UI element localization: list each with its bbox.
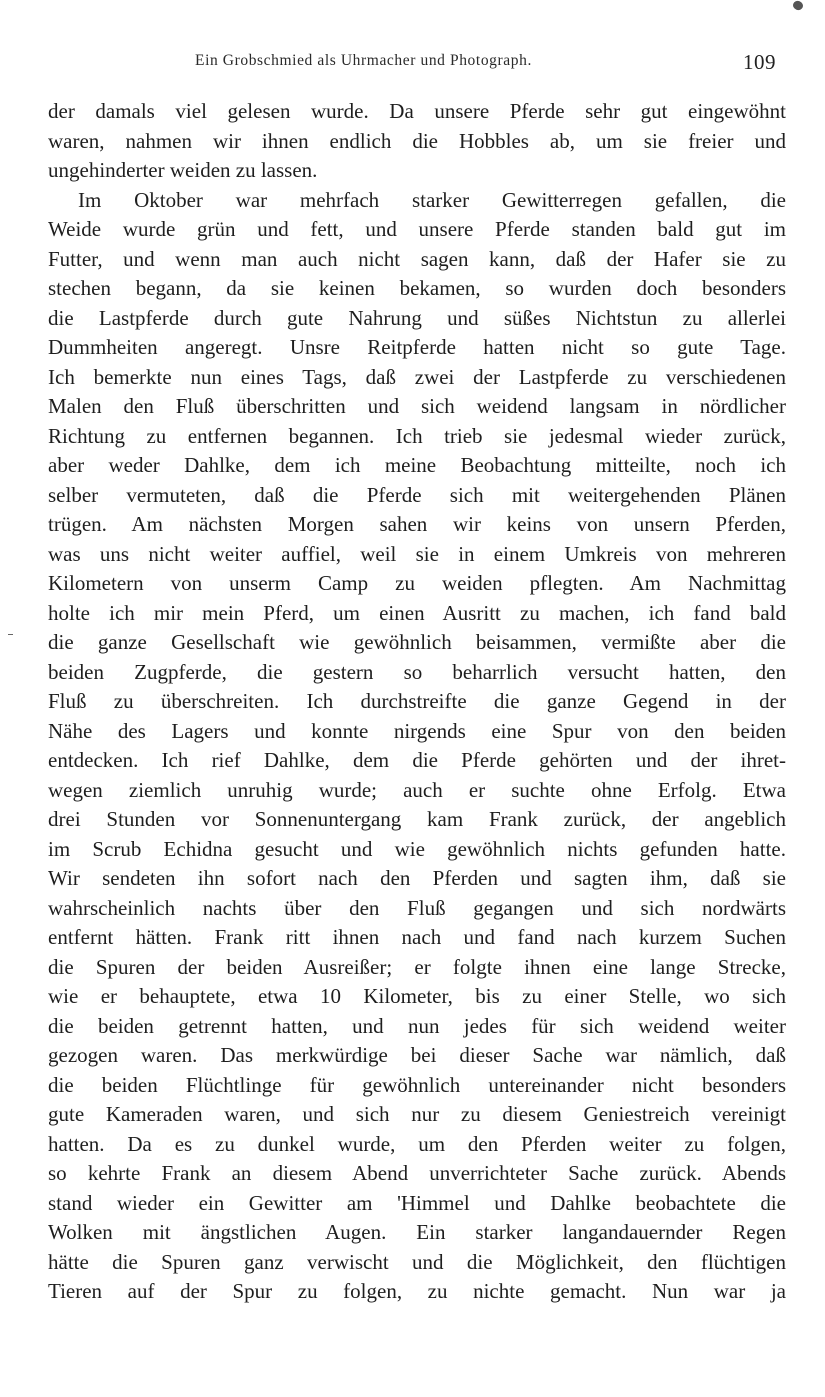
text-line: wegen ziemlich unruhig wurde; auch er suchte ohne Erfolg. Etwa (48, 777, 786, 802)
text-line: so kehrte Frank an diesem Abend unverrichteter Sache zurück. Abends (48, 1161, 786, 1185)
text-line: waren, nahmen wir ihnen endlich die Hobbles ab, um sie freier und (48, 128, 786, 153)
text-line: Nähe des Lagers und konnte nirgends eine Spur von den beiden (48, 718, 786, 743)
text-line: Ich bemerkte nun eines Tags, daß zwei der Lastpferde zu verschiedenen (48, 364, 786, 389)
text-line: Im Oktober war mehrfach starker Gewitterregen gefallen, die (78, 187, 786, 212)
text-line: Dummheiten angeregt. Unsre Reitpferde hatten nicht so gute Tage. (48, 335, 786, 359)
text-line: hätte die Spuren ganz verwischt und die Möglichkeit, den flüchtigen (48, 1249, 786, 1274)
text-line: die Spuren der beiden Ausreißer; er folgte ihnen eine lange Strecke, (48, 954, 786, 979)
text-line: wahrscheinlich nachts über den Fluß gegangen und sich nordwärts (48, 895, 786, 920)
margin-mark (8, 634, 13, 635)
text-line: Fluß zu überschreiten. Ich durchstreifte die ganze Gegend in der (48, 689, 786, 713)
text-line: trügen. Am nächsten Morgen sahen wir keins von unsern Pferden, (48, 512, 786, 536)
text-line: Wir sendeten ihn sofort nach den Pferden und sagten ihm, daß sie (48, 866, 786, 890)
text-line: entfernt hätten. Frank ritt ihnen nach und fand nach kurzem Suchen (48, 925, 786, 949)
text-line: Wolken mit ängstlichen Augen. Ein starker langandauernder Regen (48, 1220, 786, 1244)
running-title: Ein Grobschmied als Uhrmacher und Photograph. (195, 52, 532, 69)
text-line: was uns nicht weiter auffiel, weil sie in einem Umkreis von mehreren (48, 541, 786, 566)
text-line: Richtung zu entfernen begannen. Ich trieb sie jedesmal wieder zurück, (48, 423, 786, 448)
ink-blot-mark (792, 0, 804, 11)
text-line: hatten. Da es zu dunkel wurde, um den Pferden weiter zu folgen, (48, 1131, 786, 1156)
text-line: Futter, und wenn man auch nicht sagen kann, daß der Hafer sie zu (48, 246, 786, 271)
text-line: Weide wurde grün und fett, und unsere Pferde standen bald gut im (48, 217, 786, 241)
text-line: selber vermuteten, daß die Pferde sich mit weitergehenden Plänen (48, 482, 786, 507)
running-head (0, 50, 825, 76)
text-line: stand wieder ein Gewitter am 'Himmel und Dahlke beobachtete die (48, 1190, 786, 1215)
body-text (48, 97, 786, 1307)
text-line: Kilometern von unserm Camp zu weiden pflegten. Am Nachmittag (48, 571, 786, 595)
text-line: die ganze Gesellschaft wie gewöhnlich beisammen, vermißte aber die (48, 630, 786, 654)
text-line: Tieren auf der Spur zu folgen, zu nichte gemacht. Nun war ja (48, 1279, 786, 1303)
text-line: im Scrub Echidna gesucht und wie gewöhnlich nichts gefunden hatte. (48, 836, 786, 861)
text-line: wie er behauptete, etwa 10 Kilometer, bis zu einer Stelle, wo sich (48, 984, 786, 1008)
text-line: beiden Zugpferde, die gestern so beharrlich versucht hatten, den (48, 659, 786, 684)
text-line: die Lastpferde durch gute Nahrung und süßes Nichtstun zu allerlei (48, 305, 786, 330)
text-line: entdecken. Ich rief Dahlke, dem die Pferde gehörten und der ihret- (48, 748, 786, 772)
text-line: die beiden getrennt hatten, und nun jedes für sich weidend weiter (48, 1013, 786, 1038)
text-line: aber weder Dahlke, dem ich meine Beobachtung mitteilte, noch ich (48, 453, 786, 477)
text-line: stechen begann, da sie keinen bekamen, so wurden doch besonders (48, 276, 786, 300)
text-line: ungehinderter weiden zu lassen. (48, 158, 318, 182)
text-line: gezogen waren. Das merkwürdige bei dieser Sache war nämlich, daß (48, 1043, 786, 1067)
text-line: Malen den Fluß überschritten und sich weidend langsam in nördlicher (48, 394, 786, 418)
text-line: holte ich mir mein Pferd, um einen Ausritt zu machen, ich fand bald (48, 600, 786, 625)
text-line: der damals viel gelesen wurde. Da unsere Pferde sehr gut eingewöhnt (48, 99, 786, 123)
page-number: 109 (743, 50, 776, 74)
text-line: gute Kameraden waren, und sich nur zu diesem Geniestreich vereinigt (48, 1102, 786, 1126)
text-line: die beiden Flüchtlinge für gewöhnlich untereinander nicht besonders (48, 1072, 786, 1097)
text-line: drei Stunden vor Sonnenuntergang kam Frank zurück, der angeblich (48, 807, 786, 831)
